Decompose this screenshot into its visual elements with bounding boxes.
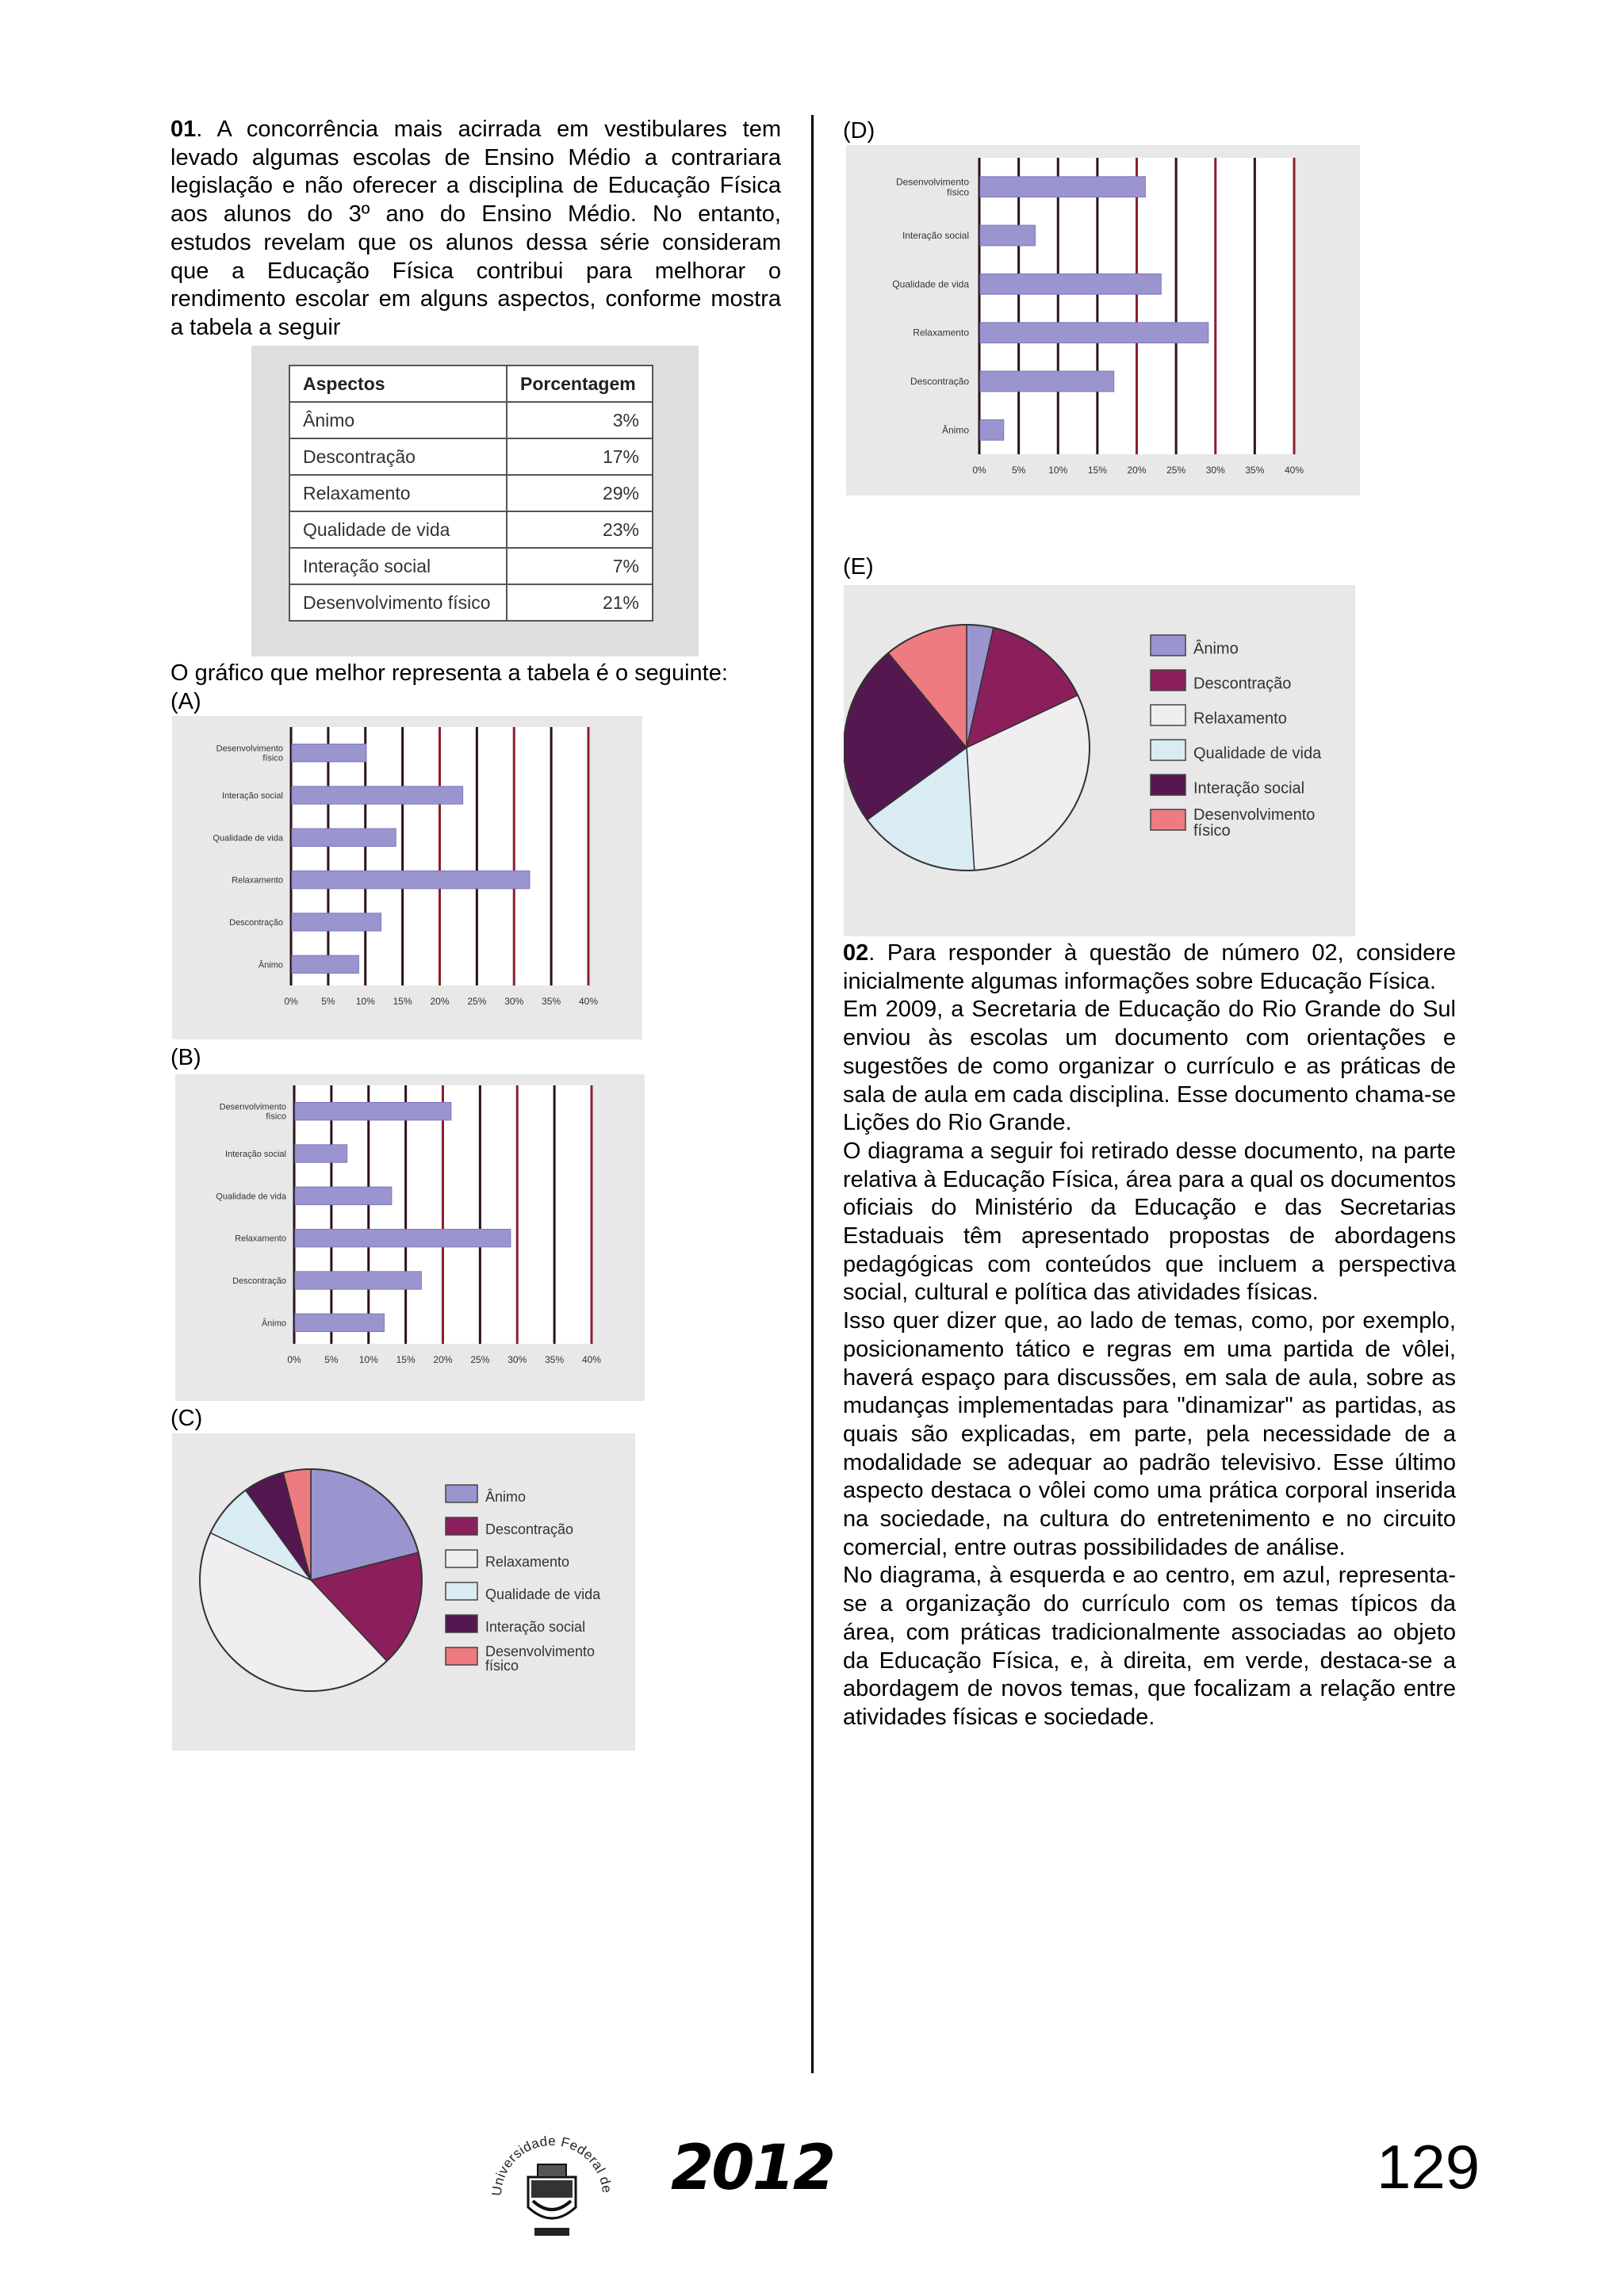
category-label: Qualidade de vida [213, 833, 283, 844]
page-number: 129 [1377, 2132, 1480, 2202]
legend-swatch [1151, 705, 1185, 725]
tick-label: 35% [545, 1354, 565, 1365]
legend-swatch [1151, 809, 1185, 830]
bar [295, 1187, 392, 1204]
bar [292, 913, 381, 931]
category-label: físico [946, 186, 969, 198]
category-label: Descontração [232, 1276, 286, 1286]
tick-label: 20% [430, 996, 450, 1007]
table-cell-percent: 7% [507, 548, 653, 584]
option-c-chart [172, 1433, 635, 1751]
option-c-pie-chart [172, 1433, 635, 1751]
column-divider [811, 115, 814, 2073]
legend-label: Desenvolvimento [1193, 806, 1316, 824]
tick-label: 40% [581, 1354, 602, 1365]
option-b-bar-chart [175, 1074, 645, 1401]
table-row [289, 438, 653, 475]
q02-paragraph-4: No diagrama, à esquerda e ao centro, em azul, representa-se a organização do currículo com os temas típicos da área, com práticas tradicionalmente associadas ao objeto da Educação Física, e, à direita, em verde, destaca-se a abordagem de novos temas, que focalizam a relação entre atividades físicas e sociedade. [843, 1563, 1456, 1730]
category-label: Relaxamento [232, 875, 283, 886]
category-label: Ânimo [941, 424, 969, 436]
bar [980, 323, 1208, 343]
tick-label: 0% [287, 1354, 301, 1365]
table-row [289, 584, 653, 621]
tick-label: 5% [1011, 465, 1026, 476]
tick-label: 5% [324, 1354, 339, 1365]
legend-swatch [446, 1647, 477, 1665]
bar [292, 744, 366, 761]
tick-label: 15% [396, 1354, 416, 1365]
bar [980, 419, 1004, 440]
legend-label: Qualidade de vida [485, 1586, 601, 1602]
tick-label: 35% [542, 996, 561, 1007]
category-label: Interação social [224, 1150, 286, 1159]
bar [980, 371, 1114, 392]
legend-swatch [446, 1582, 477, 1600]
table-cell-aspect: Desenvolvimento físico [289, 584, 507, 621]
university-seal-icon [482, 2118, 622, 2258]
tick-label: 10% [1048, 465, 1068, 476]
tick-label: 30% [1205, 465, 1225, 476]
option-e-label: (E) [843, 554, 874, 580]
q02-intro-paragraph [843, 939, 1456, 996]
aspects-table-frame [251, 346, 699, 656]
table-cell-aspect: Relaxamento [289, 475, 507, 511]
legend-swatch [1151, 635, 1185, 656]
option-a-chart [172, 716, 642, 1039]
option-e-pie-chart [844, 585, 1355, 936]
q01-question: O gráfico que melhor representa a tabela é o seguinte: [170, 660, 728, 686]
tick-label: 40% [1284, 465, 1304, 476]
bar [980, 225, 1035, 246]
bar [980, 274, 1161, 294]
tick-label: 25% [470, 1354, 490, 1365]
category-label: Interação social [221, 791, 283, 801]
category-label: Relaxamento [913, 327, 969, 339]
tick-label: 25% [467, 996, 487, 1007]
tick-label: 25% [1166, 465, 1186, 476]
q01-paragraph [170, 116, 781, 342]
tick-label: 0% [972, 465, 986, 476]
q02-paragraph-2: O diagrama a seguir foi retirado desse documento, na parte relativa à Educação Física, área para a qual os documentos oficiais do Ministério da Educação e das Secretarias Estaduais têm apresentado propostas de abordagens pedagógicas com conteúdos que incluem a perspectiva social, cultural e política das atividades físicas. [843, 1138, 1456, 1306]
table-cell-aspect: Descontração [289, 438, 507, 475]
bar [292, 955, 358, 973]
legend-swatch [1151, 775, 1185, 795]
legend-label: Ânimo [1193, 640, 1239, 658]
q01-intro: . A concorrência mais acirrada em vestibulares tem levado algumas escolas de Ensino Médio a contrariara legislação e não oferecer a disciplina de Educação Física aos alunos do 3º ano do Ensino Médio. No entanto, estudos revelam que os alunos dessa série consideram que a Educação Física contribui para melhorar o rendimento escolar em alguns aspectos, conforme mostra a tabela a seguir [170, 117, 781, 340]
category-label: Interação social [902, 230, 969, 241]
bar [295, 1102, 451, 1119]
legend-swatch [1151, 670, 1185, 691]
table-row [289, 475, 653, 511]
legend-label: Interação social [1193, 779, 1305, 798]
legend-swatch [446, 1550, 477, 1567]
footer-year: 2012 [671, 2133, 834, 2204]
category-label: Relaxamento [235, 1234, 286, 1244]
category-label: Ânimo [261, 1318, 286, 1329]
table-cell-percent: 3% [507, 402, 653, 438]
bar [295, 1314, 385, 1331]
option-b-chart [175, 1074, 645, 1401]
category-label: Descontração [910, 376, 969, 387]
legend-label: Descontração [485, 1521, 574, 1537]
table-cell-percent: 29% [507, 475, 653, 511]
ufsm-seal [482, 2118, 622, 2258]
tick-label: 30% [504, 996, 524, 1007]
tick-label: 10% [355, 996, 375, 1007]
option-d-label: (D) [843, 118, 875, 144]
table-cell-percent: 23% [507, 511, 653, 548]
legend-label: físico [1193, 822, 1231, 840]
q02-intro: . Para responder à questão de número 02, considere inicialmente algumas informações sobre Educação Física. [843, 940, 1456, 994]
option-e-chart [844, 585, 1355, 936]
option-d-chart [846, 145, 1360, 496]
table-row [289, 511, 653, 548]
legend-swatch [1151, 740, 1185, 760]
legend-swatch [446, 1485, 477, 1502]
tick-label: 5% [321, 996, 335, 1007]
legend-label: Descontração [1193, 675, 1292, 693]
legend-label: Qualidade de vida [1193, 744, 1322, 763]
table-cell-aspect: Interação social [289, 548, 507, 584]
q02-paragraph-1: Em 2009, a Secretaria de Educação do Rio Grande do Sul enviou às escolas um documento com orientações e sugestões de como organizar o currículo e as práticas de sala de aula em cada disciplina. Esse documento chama-se Lições do Rio Grande. [843, 997, 1456, 1136]
category-label: Desenvolvimento [216, 744, 283, 754]
tick-label: 10% [358, 1354, 378, 1365]
table-cell-aspect: Ânimo [289, 402, 507, 438]
category-label: Descontração [229, 918, 283, 928]
q02-number: 02 [843, 940, 869, 966]
table-row [289, 548, 653, 584]
tick-label: 20% [1127, 465, 1147, 476]
legend-label: Relaxamento [485, 1554, 570, 1570]
table-cell-percent: 21% [507, 584, 653, 621]
option-a-label: (A) [170, 689, 201, 714]
table-cell-percent: 17% [507, 438, 653, 475]
table-header-percent: Porcentagem [507, 365, 653, 402]
category-label: Ânimo [258, 960, 283, 970]
table-cell-aspect: Qualidade de vida [289, 511, 507, 548]
bar [292, 871, 530, 888]
category-label: físico [262, 753, 283, 763]
bar [292, 786, 463, 804]
option-c-label: (C) [170, 1406, 203, 1431]
table-row [289, 402, 653, 438]
bar [295, 1272, 421, 1289]
legend-label: Desenvolvimento [485, 1644, 596, 1659]
legend-label: Ânimo [485, 1489, 527, 1505]
q02-paragraph-3: Isso quer dizer que, ao lado de temas, como, por exemplo, posicionamento tático e regras em uma partida de vôlei, haverá espaço para discussões, em sala de aula, sobre as mudanças implementadas para "dinamizar" as partidas, as quais são explicadas, em parte, pela necessidade de a modalidade se adequar ao padrão televisivo. Esse último aspecto destaca o vôlei como uma prática corporal inserida na sociedade, na cultura do entretenimento e no circuito comercial, entre outras possibilidades de análise. [843, 1308, 1456, 1560]
category-label: físico [266, 1112, 286, 1122]
bar [295, 1145, 347, 1162]
q01-number: 01 [170, 117, 197, 142]
tick-label: 40% [578, 996, 599, 1007]
category-label: Desenvolvimento [219, 1102, 286, 1112]
legend-swatch [446, 1517, 477, 1535]
option-b-label: (B) [170, 1045, 201, 1070]
bar [292, 828, 396, 846]
category-label: Qualidade de vida [892, 278, 969, 290]
seal-text: Universidade Federal de [488, 2133, 615, 2197]
category-label: Desenvolvimento [895, 176, 969, 188]
option-d-bar-chart [846, 145, 1360, 496]
tick-label: 0% [284, 996, 298, 1007]
tick-label: 15% [393, 996, 412, 1007]
legend-swatch [446, 1615, 477, 1632]
tick-label: 20% [433, 1354, 453, 1365]
legend-label: Interação social [485, 1619, 586, 1635]
tick-label: 15% [1087, 465, 1107, 476]
legend-label: Relaxamento [1193, 710, 1287, 728]
option-a-bar-chart [172, 716, 642, 1039]
tick-label: 30% [508, 1354, 527, 1365]
aspects-table [289, 365, 653, 622]
category-label: Qualidade de vida [216, 1192, 286, 1202]
bar [295, 1229, 511, 1246]
legend-label: físico [485, 1658, 519, 1674]
tick-label: 35% [1245, 465, 1265, 476]
q02-text [843, 939, 1456, 1732]
bar [980, 177, 1145, 197]
table-header-aspects: Aspectos [289, 365, 507, 402]
